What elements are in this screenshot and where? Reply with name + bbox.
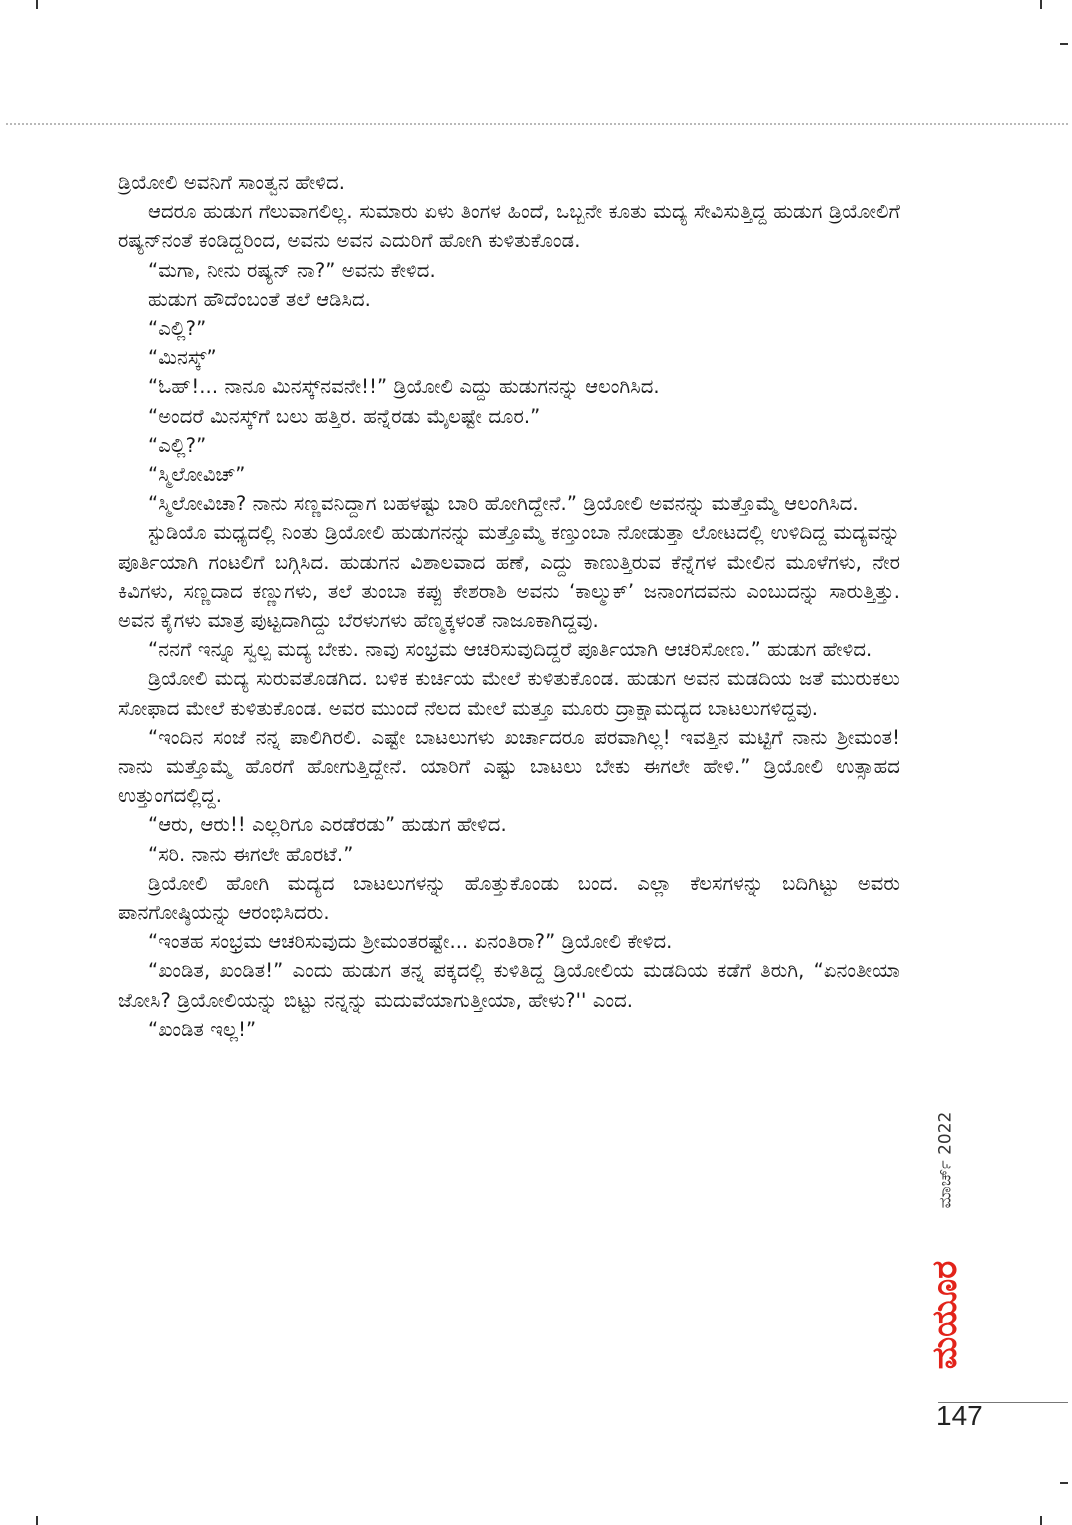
paragraph: “ಸರಿ. ನಾನು ಈಗಲೇ ಹೊರಟೆ.” xyxy=(148,842,354,866)
page-number: 147 xyxy=(936,1400,983,1431)
paragraph: “ಖಂಡಿತ, ಖಂಡಿತ!” ಎಂದು ಹುಡುಗ ತನ್ನ ಪಕ್ಕದಲ್ಲಿ ಕುಳಿತಿದ್ದ ಡ್ರಿಯೋಲಿಯ ಮಡದಿಯ ಕಡೆಗೆ ತಿರುಗಿ, “ಏನಂತೀಯಾ ಜೋಸಿ? ಡ್ರಿಯೋಲಿಯನ್ನು ಬಿಟ್ಟು ನನ್ನನ್ನು ಮದುವೆಯಾಗುತ್ತೀಯಾ, ಹೇಳು?'' ಎಂದ. xyxy=(118,959,900,1012)
paragraph: “ಖಂಡಿತ ಇಲ್ಲ!” xyxy=(148,1017,257,1041)
paragraph: “ಓಹ್!... ನಾನೂ ಮಿನಸ್ಕ್‌ನವನೇ!!” ಡ್ರಿಯೋಲಿ ಎದ್ದು ಹುಡುಗನನ್ನು ಆಲಂಗಿಸಿದ. xyxy=(148,375,660,399)
paragraph: ಡ್ರಿಯೋಲಿ ಮದ್ಯ ಸುರುವತೊಡಗಿದ. ಬಳಿಕ ಕುರ್ಚಿಯ ಮೇಲೆ ಕುಳಿತುಕೊಂಡ. ಹುಡುಗ ಅವನ ಮಡದಿಯ ಜತೆ ಮುರುಕಲು ಸೋಫಾದ ಮೇಲೆ ಕುಳಿತುಕೊಂಡ. ಅವರ ಮುಂದೆ ನೆಲದ ಮೇಲೆ ಮತ್ತೂ ಮೂರು ದ್ರಾಕ್ಷಾಮದ್ಯದ ಬಾಟಲುಗಳಿದ್ದವು. xyxy=(118,667,900,720)
page-sidebar xyxy=(925,1095,965,1395)
crop-mark-right-lower xyxy=(1060,1482,1068,1484)
crop-mark-bottom-right xyxy=(1040,1516,1042,1525)
crop-mark-bottom-left xyxy=(36,1516,38,1525)
paragraph: “ಎಲ್ಲಿ?” xyxy=(148,317,207,341)
paragraph: ಆದರೂ ಹುಡುಗ ಗೆಲುವಾಗಲಿಲ್ಲ. ಸುಮಾರು ಏಳು ತಿಂಗಳ ಹಿಂದೆ, ಒಬ್ಬನೇ ಕೂತು ಮದ್ಯ ಸೇವಿಸುತ್ತಿದ್ದ ಹುಡುಗ ಡ್ರಿಯೋಲಿಗೆ ರಷ್ಯನ್‌ನಂತೆ ಕಂಡಿದ್ದರಿಂದ, ಅವನು ಅವನ ಎದುರಿಗೆ ಹೋಗಿ ಕುಳಿತುಕೊಂಡ. xyxy=(118,200,900,253)
paragraph: “ಎಲ್ಲಿ?” xyxy=(148,433,207,457)
paragraph: “ಸ್ಮಿಲೋವಿಚಾ? ನಾನು ಸಣ್ಣವನಿದ್ದಾಗ ಬಹಳಷ್ಟು ಬಾರಿ ಹೋಗಿದ್ದೇನೆ.” ಡ್ರಿಯೋಲಿ ಅವನನ್ನು ಮತ್ತೊಮ್ಮೆ ಆಲಂಗಿಸಿದ. xyxy=(148,492,859,516)
paragraph: “ಮಗಾ, ನೀನು ರಷ್ಯನ್ ನಾ?” ಅವನು ಕೇಳಿದ. xyxy=(148,258,436,282)
paragraph: ಡ್ರಿಯೋಲಿ ಹೋಗಿ ಮದ್ಯದ ಬಾಟಲುಗಳನ್ನು ಹೊತ್ತುಕೊಂಡು ಬಂದ. ಎಲ್ಲಾ ಕೆಲಸಗಳನ್ನು ಬದಿಗಿಟ್ಟು ಅವರು ಪಾನಗೋಷ್ಠಿಯನ್ನು ಆರಂಭಿಸಿದರು. xyxy=(118,871,900,925)
paragraph: ಸ್ಟುಡಿಯೊ ಮಧ್ಯದಲ್ಲಿ ನಿಂತು ಡ್ರಿಯೋಲಿ ಹುಡುಗನನ್ನು ಮತ್ತೊಮ್ಮೆ ಕಣ್ತುಂಬಾ ನೋಡುತ್ತಾ ಲೋಟದಲ್ಲಿ ಉಳಿದಿದ್ದ ಮದ್ಯವನ್ನು ಪೂರ್ತಿಯಾಗಿ ಗಂಟಲಿಗೆ ಬಗ್ಗಿಸಿದ. ಹುಡುಗನ ವಿಶಾಲವಾದ ಹಣೆ, ಎದ್ದು ಕಾಣುತ್ತಿರುವ ಕೆನ್ನೆಗಳ ಮೇಲಿನ ಮೂಳೆಗಳು, ನೇರ ಕಿವಿಗಳು, ಸಣ್ಣದಾದ ಕಣ್ಣುಗಳು, ತಲೆ ತುಂಬಾ ಕಪ್ಪು ಕೇಶರಾಶಿ ಅವನು ‘ಕಾಲ್ಮುಕ್’ ಜನಾಂಗದವನು ಎಂಬುದನ್ನು ಸಾರುತ್ತಿತ್ತು. ಅವನ ಕೈಗಳು ಮಾತ್ರ ಪುಟ್ಟದಾಗಿದ್ದು ಬೆರಳುಗಳು ಹೆಣ್ಮಕ್ಕಳಂತೆ ನಾಜೂಕಾಗಿದ್ದವು. xyxy=(118,521,900,633)
paragraph: “ಮಿನಸ್ಕ್” xyxy=(148,346,217,370)
crop-mark-top-left xyxy=(36,0,38,9)
header-dotted-rule xyxy=(6,123,1068,125)
issue-date xyxy=(925,1095,965,1225)
magazine-logo xyxy=(925,1240,965,1390)
issue-date-text: ಮಾರ್ಚ್ 2022 xyxy=(935,1111,956,1209)
paragraph: “ಸ್ಮಿಲೋವಿಚ್” xyxy=(148,463,246,487)
paragraph: “ಇಂದಿನ ಸಂಜೆ ನನ್ನ ಪಾಲಿಗಿರಲಿ. ಎಷ್ಟೇ ಬಾಟಲುಗಳು ಖರ್ಚಾದರೂ ಪರವಾಗಿಲ್ಲ! ಇವತ್ತಿನ ಮಟ್ಟಿಗೆ ನಾನು ಶ್ರೀಮಂತ! ನಾನು ಮತ್ತೊಮ್ಮೆ ಹೊರಗೆ ಹೋಗುತ್ತಿದ್ದೇನೆ. ಯಾರಿಗೆ ಎಷ್ಟು ಬಾಟಲು ಬೇಕು ಈಗಲೇ ಹೇಳಿ.” ಡ್ರಿಯೋಲಿ ಉತ್ಸಾಹದ ಉತ್ತುಂಗದಲ್ಲಿದ್ದ. xyxy=(118,725,900,808)
magazine-name: ಮಯೂರ xyxy=(925,1260,965,1370)
paragraph: “ನನಗೆ ಇನ್ನೂ ಸ್ವಲ್ಪ ಮದ್ಯ ಬೇಕು. ನಾವು ಸಂಭ್ರಮ ಆಚರಿಸುವುದಿದ್ದರೆ ಪೂರ್ತಿಯಾಗಿ ಆಚರಿಸೋಣ.” ಹುಡುಗ ಹೇಳಿದ. xyxy=(148,638,873,662)
crop-mark-right-upper xyxy=(1060,43,1068,45)
paragraph: ಡ್ರಿಯೋಲಿ ಅವನಿಗೆ ಸಾಂತ್ವನ ಹೇಳಿದ. xyxy=(118,171,345,194)
paragraph: “ಆರು, ಆರು!! ಎಲ್ಲರಿಗೂ ಎರಡೆರಡು” ಹುಡುಗ ಹೇಳಿದ. xyxy=(148,813,507,837)
paragraph: ಹುಡುಗ ಹೌದೆಂಬಂತೆ ತಲೆ ಆಡಿಸಿದ. xyxy=(148,287,371,311)
paragraph: “ಇಂತಹ ಸಂಭ್ರಮ ಆಚರಿಸುವುದು ಶ್ರೀಮಂತರಷ್ಟೇ... ಏನಂತಿರಾ?” ಡ್ರಿಯೋಲಿ ಕೇಳಿದ. xyxy=(148,930,673,954)
crop-mark-top-right xyxy=(1040,0,1042,9)
paragraph: “ಅಂದರೆ ಮಿನಸ್ಕ್‌ಗೆ ಬಲು ಹತ್ತಿರ. ಹನ್ನೆರಡು ಮೈಲಷ್ಟೇ ದೂರ.” xyxy=(148,404,541,428)
article-body xyxy=(118,168,900,1044)
